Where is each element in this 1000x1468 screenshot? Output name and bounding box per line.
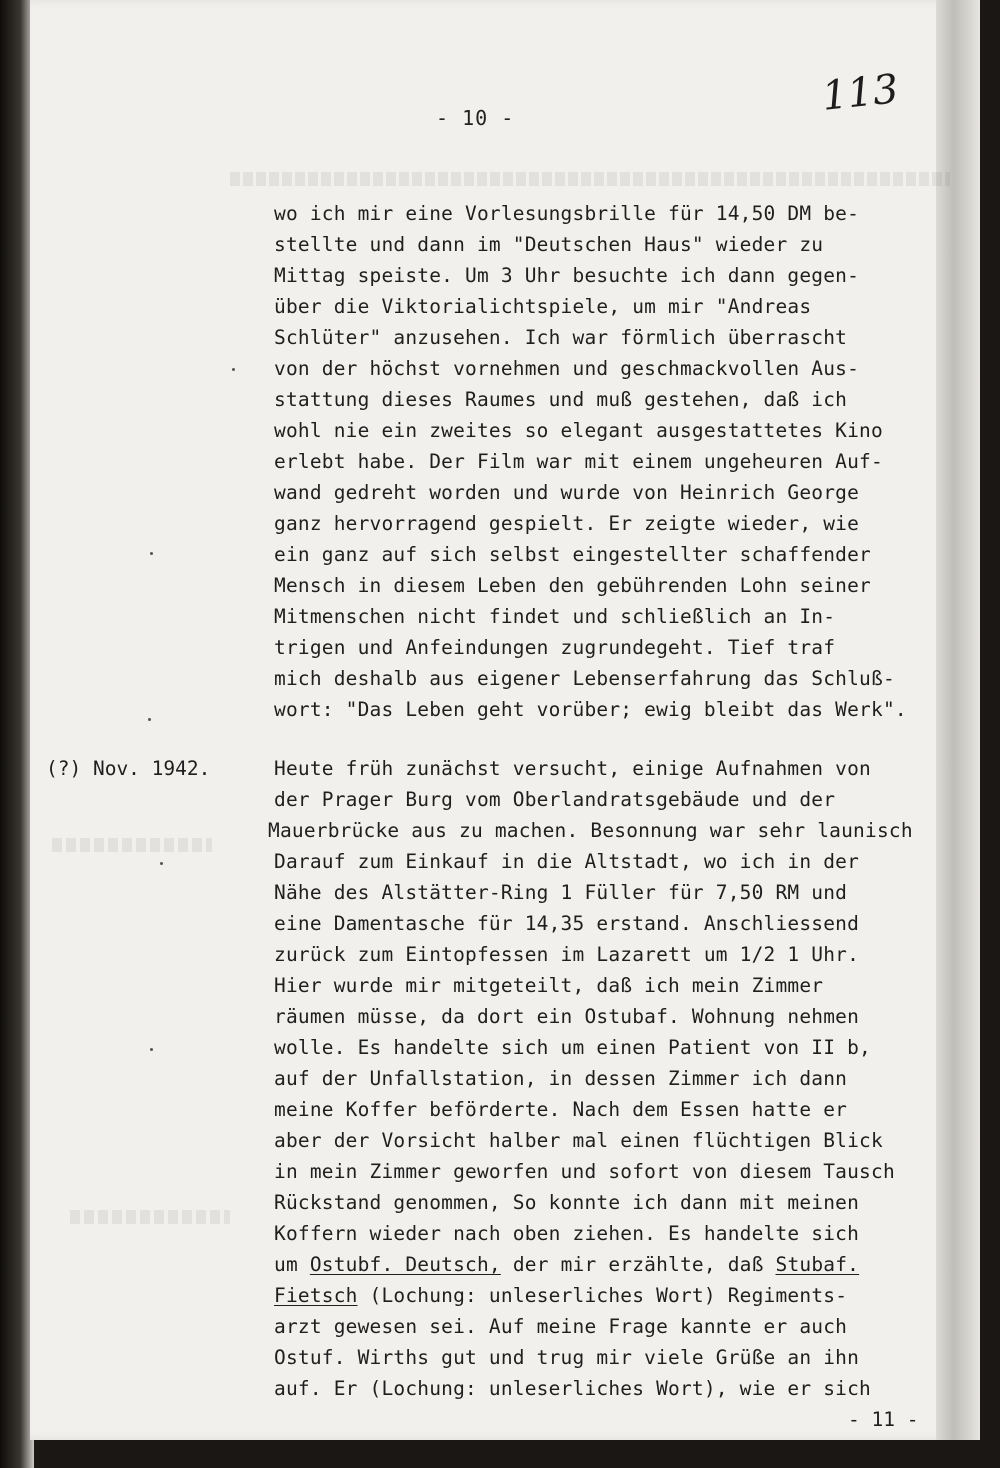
entry-date: (?) Nov. 1942. xyxy=(46,757,211,780)
text-line: Rückstand genommen, So konnte ich dann mit meinen xyxy=(274,1191,860,1214)
speck xyxy=(232,368,235,371)
text-line: aber der Vorsicht halber mal einen flüchtigen Blick xyxy=(274,1129,883,1152)
text-line: Mitmenschen nicht findet und schließlich an In- xyxy=(274,605,836,628)
bleed-through-texture xyxy=(70,1210,230,1224)
text-line: wand gedreht worden und wurde von Heinrich George xyxy=(274,481,860,504)
speck xyxy=(150,1048,153,1051)
text-line: stattung dieses Raumes und muß gestehen, daß ich xyxy=(274,388,848,411)
text-line: wolle. Es handelte sich um einen Patient von II b, xyxy=(274,1036,871,1059)
book-spine xyxy=(0,0,34,1468)
text-line: in mein Zimmer geworfen und sofort von diesem Tausch xyxy=(274,1160,895,1183)
text-fragment: um xyxy=(274,1253,310,1276)
text-fragment: der mir erzählte, daß xyxy=(500,1253,776,1276)
text-line: auf. Er (Lochung: unleserliches Wort), wie er sich xyxy=(274,1377,871,1400)
text-line: eine Damentasche für 14,35 erstand. Anschliessend xyxy=(274,912,860,935)
text-line: erlebt habe. Der Film war mit einem ungeheuren Auf- xyxy=(274,450,883,473)
underlined-name: Fietsch xyxy=(274,1284,358,1307)
text-line: auf der Unfallstation, in dessen Zimmer ich dann xyxy=(274,1067,848,1090)
text-line: Mauerbrücke aus zu machen. Besonnung war sehr launisch xyxy=(268,819,913,842)
speck xyxy=(150,552,153,555)
text-line: Heute früh zunächst versucht, einige Aufnahmen von xyxy=(274,757,871,780)
text-line: der Prager Burg vom Oberlandratsgebäude und der xyxy=(274,788,836,811)
bleed-through-texture xyxy=(52,838,212,852)
text-line: mich deshalb aus eigener Lebenserfahrung das Schluß- xyxy=(274,667,895,690)
text-line: Ostuf. Wirths gut und trug mir viele Grüße an ihn xyxy=(274,1346,860,1369)
text-line: räumen müsse, da dort ein Ostubaf. Wohnung nehmen xyxy=(274,1005,860,1028)
text-line: Mensch in diesem Leben den gebührenden Lohn seiner xyxy=(274,574,871,597)
text-line: wort: "Das Leben geht vorüber; ewig bleibt das Werk". xyxy=(274,698,907,721)
text-line: Nähe des Alstätter-Ring 1 Füller für 7,50 RM und xyxy=(274,881,848,904)
text-line: Hier wurde mir mitgeteilt, daß ich mein Zimmer xyxy=(274,974,824,997)
text-line: meine Koffer beförderte. Nach dem Essen hatte er xyxy=(274,1098,848,1121)
text-line xyxy=(274,1284,847,1307)
text-line xyxy=(274,1253,859,1276)
underlined-rank: Stubaf. xyxy=(775,1253,860,1276)
binding-edge xyxy=(936,0,980,1440)
text-line: Koffern wieder nach oben ziehen. Es handelte sich xyxy=(274,1222,860,1245)
speck xyxy=(148,718,151,721)
speck xyxy=(160,862,163,865)
text-line: Schlüter" anzusehen. Ich war förmlich überrascht xyxy=(274,326,848,349)
text-line: über die Viktorialichtspiele, um mir "Andreas xyxy=(274,295,812,318)
text-line: von der höchst vornehmen und geschmackvollen Aus- xyxy=(274,357,860,380)
text-line: arzt gewesen sei. Auf meine Frage kannte er auch xyxy=(274,1315,848,1338)
text-fragment: (Lochung: unleserliches Wort) Regiments- xyxy=(357,1284,848,1307)
text-line: wohl nie ein zweites so elegant ausgestattetes Kino xyxy=(274,419,883,442)
text-line: Darauf zum Einkauf in die Altstadt, wo ich in der xyxy=(274,850,860,873)
bleed-through-texture xyxy=(230,172,950,186)
text-line: stellte und dann im "Deutschen Haus" wieder zu xyxy=(274,233,824,256)
text-line: zurück zum Eintopfessen im Lazarett um 1/2 1 Uhr. xyxy=(274,943,860,966)
handwritten-folio-number: 113 xyxy=(819,66,901,120)
underlined-name: Ostubf. Deutsch, xyxy=(309,1253,501,1276)
page-number: - 10 - xyxy=(436,106,515,130)
text-line: ganz hervorragend gespielt. Er zeigte wieder, wie xyxy=(274,512,860,535)
text-line: wo ich mir eine Vorlesungsbrille für 14,50 DM be- xyxy=(274,202,860,225)
text-line: ein ganz auf sich selbst eingestellter schaffender xyxy=(274,543,871,566)
text-line: Mittag speiste. Um 3 Uhr besuchte ich dann gegen- xyxy=(274,264,860,287)
next-page-number: - 11 - xyxy=(848,1408,919,1431)
text-line: trigen und Anfeindungen zugrundegeht. Tief traf xyxy=(274,636,836,659)
